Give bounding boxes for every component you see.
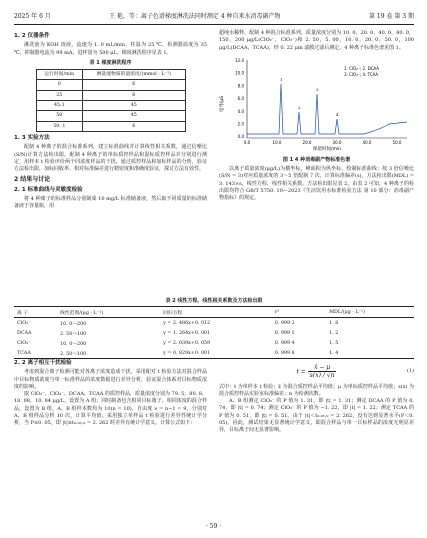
section-1-2-heading: 1. 2 仪器条件	[14, 33, 50, 39]
table1-cell: 6	[83, 121, 185, 131]
table2-header: MDL/(μg · L⁻¹)	[329, 309, 365, 315]
figure1-ytick: 0.0	[237, 134, 244, 140]
peak-label: 3	[316, 86, 319, 92]
table2-caption: 表 2 线性方程、线性相关系数及方法检出限	[165, 298, 263, 304]
paragraph: 将 4 种离子的标准样品分别制成 10 mg/L 标准储备液，然后取不同质量的标准储备液于容量瓶，用	[14, 196, 207, 210]
table2-cell: 2. 50～100	[60, 351, 87, 357]
table2-block	[14, 294, 414, 359]
table2-cell: y = 0. 829x+0. 001	[163, 350, 211, 356]
figure1-chromatogram	[219, 54, 414, 154]
table2-cell: 10. 0～200	[60, 341, 87, 347]
section-2-1-heading: 2. 1 标准曲线与灵敏度检验	[14, 186, 83, 193]
table2-cell: y = 2. 039x+0. 059	[163, 340, 211, 346]
table2-cell: y = 2. 486x+0. 012	[163, 320, 211, 326]
header-date: 2025 年 6 月	[14, 13, 51, 20]
formula-number: (1)	[406, 368, 414, 374]
header-rule	[14, 24, 414, 25]
figure1-xtick: 20.0	[302, 139, 312, 145]
figure1-ytick: 6.0	[237, 95, 244, 101]
table2-cell: 1. 4	[329, 350, 339, 356]
figure1-ytick: 10.0	[235, 70, 244, 76]
paragraph: 取 ClO₂⁻、ClO₃⁻、DCAA，TCAA 的质控样品，质量浓度分别为 79. 5，80. 8，18. 08，10. 84 μg/L，设置为 A 组；同时制备包含相同目标离子、相同浓度的混合样品，设置为 B 组。A、B 组样本数均为 10(n = 10)，自由度 ν = n−1 = 9，分别对 A、B 组样品分析 10 次，计算平均值。采用独立单样品 t 检验进行差异性统计学分析，当 P≤0. 05，即 |t|≥t₀.₀₅,₉ = 2. 262 时差异有统计学意义。计算公式如下：	[14, 391, 207, 427]
table1-header: 淋洗液物质的量浓度/(mmol · L⁻¹)	[83, 70, 185, 80]
paragraph: 淋洗液为 KOH 溶液，流速为 1. 0 mL/min，柱温为 25 ℃，检测器温度为 35 ℃，抑制器电流为 99 mA，进样量为 500 μL。梯度淋洗程序见表 1。	[14, 42, 207, 56]
right-column-bottom	[219, 360, 414, 435]
paragraph: 超纯水稀释，配制 4 种混合标准系列，质量浓度分别为 10. 0，20. 0，40. 0，80. 0，150，200 μg/L(ClO₂⁻，ClO₃⁻)和 2. 50，5. 00，10. 0，20. 0，50. 0，100 μg/L(DCAA，TCAA)，经 0. 22 μm 滤膜过滤后测定，4 种离子标准色谱见图 1。	[219, 30, 414, 51]
t-test-formula: t = $\frac{x̄ - \mu}{s(x) / √n}$ (1)	[296, 364, 414, 380]
section-1-3-heading: 1. 3 实验方法	[14, 134, 50, 141]
header-volume: 第 19 卷 第 3 期	[369, 13, 414, 20]
table1-row	[36, 90, 185, 100]
figure1-legend: 3. ClO₃⁻; 4. TCAA	[344, 71, 379, 77]
paragraph: 式中：t 为单样本 t 检验；x̄ 为混合质控样品平均值；μ 为单标质控样品平均值；s(x) 为混合质控样品实验室标准偏差；n 为检测次数。	[219, 383, 414, 397]
peak-label: 1	[280, 76, 283, 82]
section-2-heading: 2 结果与讨论	[14, 176, 51, 184]
figure1-xtick: 50.0	[392, 139, 402, 145]
figure1-ytick: 12.0	[235, 57, 244, 63]
running-header	[14, 8, 414, 22]
table1-caption: 表 1 梯度淋洗程序	[89, 59, 132, 66]
right-column-top	[219, 30, 414, 203]
table2-header: 离 子	[17, 310, 29, 316]
figure1-legend: 1. ClO₂⁻; 2. DCAA	[344, 65, 380, 71]
table2-cell: 1. 2	[329, 330, 339, 336]
table2-cell: DCAA	[17, 330, 32, 336]
figure1-trace	[247, 84, 407, 134]
figure1-xtick: 0.0	[243, 139, 251, 145]
table1-row	[36, 101, 185, 111]
page-number: · 59 ·	[205, 523, 222, 530]
header-title: 王 艳，等：离子色谱梯度淋洗法同时测定 4 种自来水消毒副产物	[109, 13, 281, 20]
peak-label: 4	[336, 111, 339, 117]
figure1-ytick: 8.0	[237, 83, 244, 89]
paragraph: 配制 4 种离子的混合标准系列，建立标准曲线并计算线性相关系数，通过信噪比(S/N)计算方法检出限。配制 4 种离子的单标质控样品和混标质控样品并分别进行测定，用样本 t 检验评价两个同浓度样品的干扰。通过质控样品和加标样品的分析，验证方法检出限，加标回收率、相对标准偏差进行精密度和准确度验证，探讨方法有效性。	[14, 144, 207, 173]
table2-row	[14, 338, 414, 348]
table2-cell: 0. 999 4	[274, 340, 295, 346]
table1	[36, 69, 186, 132]
table2-cell: 10. 0～200	[60, 321, 87, 327]
table2-header: 线性范围/(μg · L⁻¹)	[60, 310, 103, 316]
table2-cell: 1. 5	[329, 340, 339, 346]
table2-row	[14, 318, 414, 329]
table1-header: 运行时间/min	[36, 70, 83, 80]
table2-cell: y = 1. 264x+0. 001	[163, 330, 211, 336]
left-column-top	[14, 30, 207, 211]
paragraph: 以离子质量浓度(μg/L)为横坐标，峰面积为纵坐标，绘制标准曲线；按 3 倍信噪比(S/N = 3)对应质量浓度的 3～5 倍配制 7 次，计算标准偏差(s)，方法检出限(MDL) = 3. 143×s，线性方程、线性相关系数、方法检出限见表 2。由表 2 可知，4 种离子的检出限均符合 GB/T 5750. 10—2023《生活饮用水标准检验方法 第 10 部分：消毒副产物指标》的规定。	[219, 166, 414, 202]
table2-cell: 1. 8	[329, 320, 339, 326]
table2-cell: 0. 999 8	[274, 350, 295, 356]
table1-cell: 50	[36, 111, 83, 121]
table2-cell: ClO₂⁻	[17, 320, 31, 326]
figure1-xtick: 10.0	[272, 139, 282, 145]
table2-cell: 2. 50～100	[60, 331, 87, 337]
table2-header: r²	[274, 309, 279, 315]
paragraph: A、B 组测定 ClO₂⁻ 的 P 值为 1. 31，即 |t| = 1. 31；测定 DCAA 的 P 值为 0. 74，即 |t| = 0. 74；测定 ClO₃⁻ 的 P 值为 −1. 22，即 |t| = 1. 22；测定 TCAA 的 P 值为 0. 51，即 |t| = 0. 51。由于 |t|＜t₀.₀₅,₉ = 2. 262，没有达到显著水平(P＜0. 05)。因此，测试结果无显著统计学意义，即混合样品与单一目标样品的浓度无明显差异，目标离子间无显著影响。	[219, 398, 414, 434]
table1-cell: 25	[36, 90, 83, 100]
table2-cell: 0. 999 1	[274, 330, 295, 336]
table1-cell: 45	[83, 101, 185, 111]
table2-cell: TCAA	[17, 350, 31, 356]
left-column-bottom	[14, 357, 207, 428]
table1-cell: 50. 1	[36, 121, 83, 131]
figure1-xtick: 40.0	[362, 139, 372, 145]
table1-cell: 45	[83, 111, 185, 121]
paragraph: 考虑到混合离子检测可能对各离子浓度造成干扰，采用配对 t 检验方法对混合样品中目标物质浓度与单一标准样品的浓度数据进行差异分析，验证混合体系对目标物质浓度的影响。	[14, 369, 207, 390]
table2-header: 回归方程	[163, 310, 183, 316]
table1-cell: 45.1	[36, 101, 83, 111]
figure1-ytick: 2.0	[237, 121, 244, 127]
figure1-caption: 图 1 4 种消毒副产物标准色谱	[282, 156, 351, 163]
table1-cell: 6	[83, 90, 185, 100]
section-2-2-heading: 2. 2 离子相互干扰检验	[14, 360, 72, 366]
table1-row	[36, 121, 185, 131]
table2-cell: 0. 999 2	[274, 320, 295, 326]
table2-row	[14, 328, 414, 338]
table1-cell: 0	[36, 80, 83, 90]
peak-label: 2	[298, 104, 301, 110]
figure1-xlabel: 保留时间/min	[312, 146, 342, 152]
figure1-xtick: 30.0	[332, 139, 342, 145]
table1-row	[36, 80, 185, 90]
table2-cell: ClO₃⁻	[17, 340, 31, 346]
table2	[14, 306, 414, 359]
figure1-ytick: 4.0	[237, 108, 244, 114]
table1-row	[36, 111, 185, 121]
figure1-ylabel: 电导/μS	[220, 95, 225, 113]
table1-cell: 6	[83, 80, 185, 90]
